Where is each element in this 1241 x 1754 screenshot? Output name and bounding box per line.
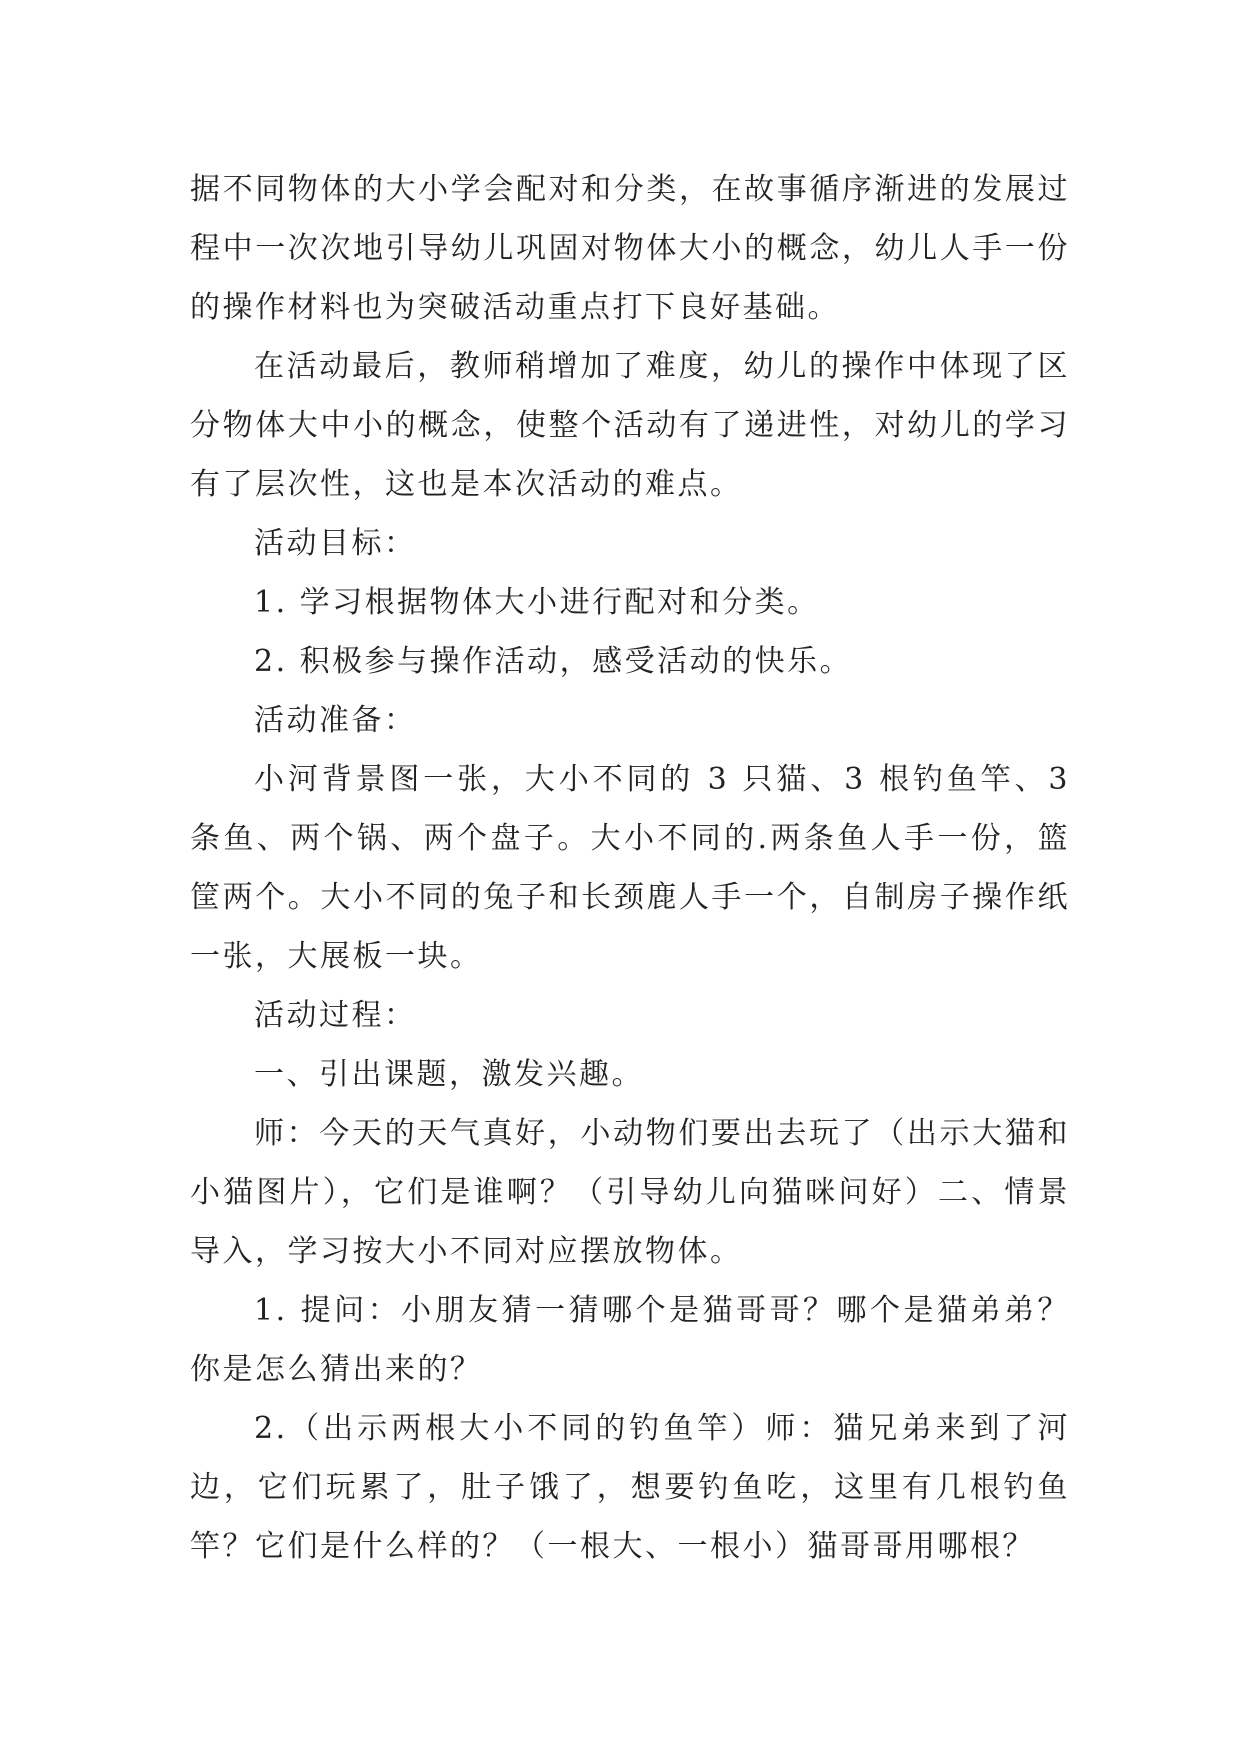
sub-heading: 一、引出课题，激发兴趣。	[254, 1057, 644, 1092]
section-heading-process: 活动过程：	[254, 998, 417, 1033]
paragraph: 在活动最后，教师稍增加了难度，幼儿的操作中体现了区分物体大中小的概念，使整个活动有了递进性，对幼儿的学习有了层次性，这也是本次活动的难点。	[190, 349, 1070, 502]
list-item: 2. 积极参与操作活动，感受活动的快乐。	[254, 644, 853, 679]
paragraph: 据不同物体的大小学会配对和分类，在故事循序渐进的发展过程中一次次地引导幼儿巩固对物体大小的概念，幼儿人手一份的操作材料也为突破活动重点打下良好基础。	[190, 172, 1070, 325]
list-item: 1. 提问：小朋友猜一猜哪个是猫哥哥？哪个是猫弟弟？你是怎么猜出来的？	[190, 1293, 1070, 1387]
section-heading-goals: 活动目标：	[254, 526, 417, 561]
paragraph: 师：今天的天气真好，小动物们要出去玩了（出示大猫和小猫图片），它们是谁啊？（引导幼儿向猫咪问好）二、情景导入，学习按大小不同对应摆放物体。	[190, 1116, 1070, 1269]
list-item: 1. 学习根据物体大小进行配对和分类。	[254, 585, 820, 620]
section-heading-preparation: 活动准备：	[254, 703, 417, 738]
paragraph: 小河背景图一张，大小不同的 3 只猫、3 根钓鱼竿、3 条鱼、两个锅、两个盘子。大小不同的.两条鱼人手一份，篮筐两个。大小不同的兔子和长颈鹿人手一个，自制房子操作纸一张，大展板一块。	[190, 762, 1070, 974]
document-body	[190, 160, 1070, 1576]
list-item: 2.（出示两根大小不同的钓鱼竿）师：猫兄弟来到了河边，它们玩累了，肚子饿了，想要钓鱼吃，这里有几根钓鱼竿？它们是什么样的？（一根大、一根小）猫哥哥用哪根？	[190, 1411, 1070, 1564]
